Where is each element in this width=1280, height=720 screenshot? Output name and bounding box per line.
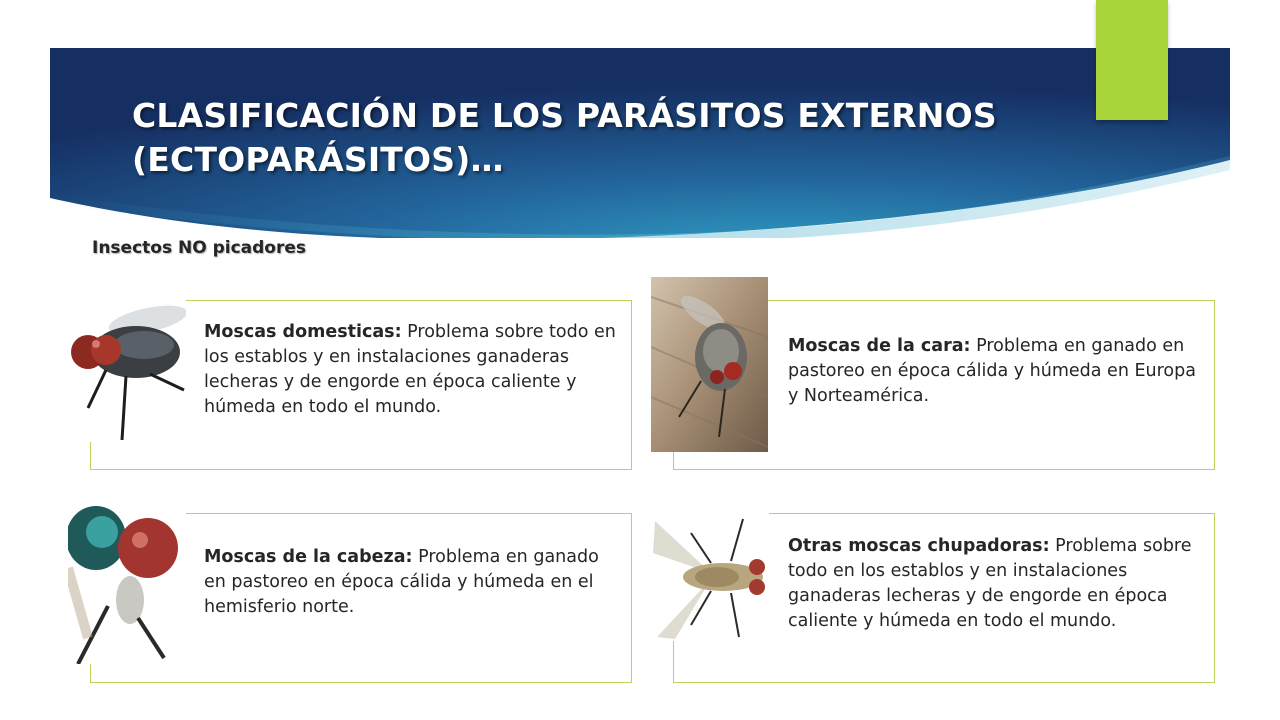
slide-title xyxy=(132,94,1092,182)
face-fly-photo xyxy=(651,277,768,452)
title-line-1: CLASIFICACIÓN DE LOS PARÁSITOS EXTERNOS xyxy=(132,96,997,135)
card-moscas-de-la-cabeza-title: Moscas de la cabeza: xyxy=(204,547,413,567)
card-moscas-domesticas-title: Moscas domesticas: xyxy=(204,322,402,342)
card-otras-moscas-chupadoras-body: Problema sobre todo en los establos y en instalaciones ganaderas lecheras y de engorde en época caliente y húmeda en todo el mundo. xyxy=(788,536,1192,631)
card-otras-moscas-chupadoras-title: Otras moscas chupadoras: xyxy=(788,536,1050,556)
card-moscas-domesticas-text xyxy=(204,320,624,420)
title-line-2: (ECTOPARÁSITOS)… xyxy=(132,140,504,179)
card-moscas-de-la-cara-body: Problema en ganado en pastoreo en época cálida y húmeda en Europa y Norteamérica. xyxy=(788,336,1196,406)
card-moscas-de-la-cabeza-text xyxy=(204,545,624,620)
card-moscas-de-la-cara-title: Moscas de la cara: xyxy=(788,336,971,356)
card-moscas-domesticas-body: Problema sobre todo en los establos y en instalaciones ganaderas lecheras y de engorde en época caliente y húmeda en todo el mundo. xyxy=(204,322,616,417)
card-moscas-de-la-cabeza-body: Problema en ganado en pastoreo en época cálida y húmeda en el hemisferio norte. xyxy=(204,547,599,617)
card-otras-moscas-chupadoras-text xyxy=(788,534,1203,634)
stable-fly-photo xyxy=(651,513,769,641)
head-fly-photo xyxy=(68,488,186,664)
house-fly-photo xyxy=(66,290,186,442)
section-heading: Insectos NO picadores xyxy=(92,238,307,258)
accent-bar xyxy=(1096,0,1168,120)
card-moscas-de-la-cara-text xyxy=(788,334,1198,409)
